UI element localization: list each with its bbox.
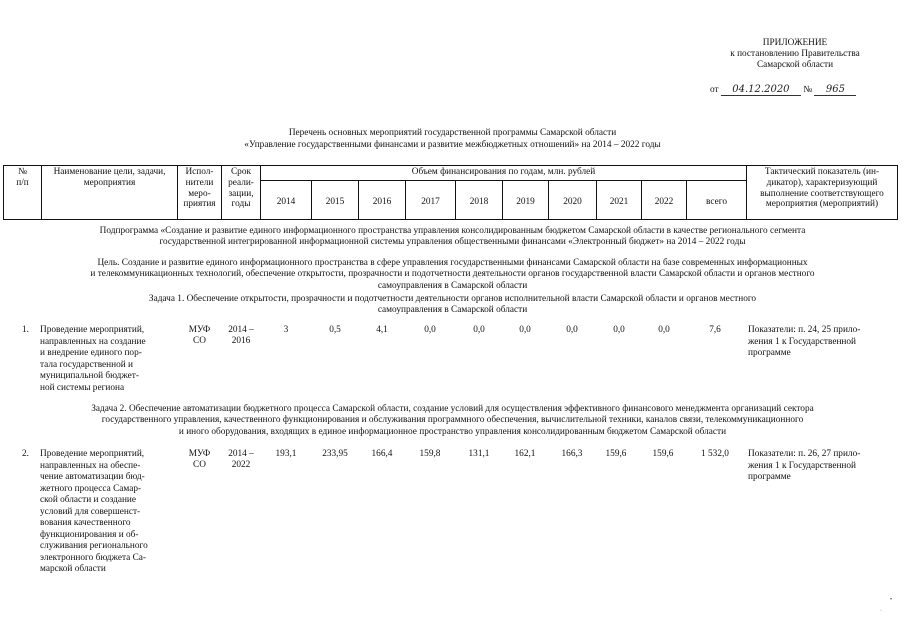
scan-speck: • [890,597,893,603]
value-2021: 159,6 [605,449,627,459]
row-number: 1. [22,325,29,335]
header-num: № п/п [16,167,29,188]
row-indicator: Показатели: п. 24, 25 прило- жения 1 к Государственной программе [748,325,861,358]
row-number: 2. [22,449,29,459]
task2-heading: Задача 2. Обеспечение автоматизации бюджетного процесса Самарской области, создание условий для осуществления эффективного финансового менеджмента организаций сектора государственного управления, качественного функционирования и обслуживания программного обеспечения, вычислительной техники, каналов связи, телекоммуникационного и иного оборудования, входящих в единое информационное пространство управления консолидированным бюджетом Самарской области [91,404,814,437]
header-year: 2017 [421,197,440,207]
header-year: 2022 [654,197,674,207]
header-year: 2015 [325,197,345,207]
value-2022: 159,6 [652,449,674,459]
decree-reference [710,84,880,96]
row-name: Проведение мероприятий, направленных на создание и внедрение единого пор- тала государственной и муниципальной бюджет- ной системы региона [40,325,146,393]
row-indicator: Показатели: п. 26, 27 прило- жения 1 к Государственной программе [748,449,861,482]
document-title [0,128,905,151]
date-prefix: от [710,85,719,95]
header-executor: Испол- нители меро- приятия [183,167,216,210]
row-executor: МУФ СО [188,325,211,346]
value-2014: 193,1 [275,449,297,459]
value-2017: 0,0 [424,325,436,335]
header-year: 2021 [609,197,629,207]
value-2019: 0,0 [519,325,531,335]
task1-heading: Задача 1. Обеспечение открытости, прозрачности и подотчетности деятельности органов исполнительной власти Самарской области и органов местного самоуправления в Самарской области [148,294,757,316]
goal-heading: Цель. Создание и развитие единого информационного пространства в сфере управления государственными финансами Самарской области на базе современных информационных и телекоммуникационных технологий, обеспечение открытости, прозрачности и подотчетности деятельности органов государственной власти Самарской области и органов местного самоуправления в Самарской области [90,258,815,291]
header-name: Наименование цели, задачи, мероприятия [53,167,166,188]
value-2016: 4,1 [376,325,388,335]
value-2019: 162,1 [514,449,536,459]
header-year: 2018 [469,197,489,207]
header-term: Срок реали- зации, годы [228,167,254,210]
value-2021: 0,0 [613,325,625,335]
header-total: всего [706,197,727,207]
number-prefix: № [803,85,813,95]
decree-number: 965 [814,84,856,96]
row-term: 2014 – 2016 [228,325,254,346]
header-funding: Объем финансирования по годам, млн. рублей [411,167,596,177]
header-year: 2020 [563,197,582,207]
value-2015: 233,95 [322,449,348,459]
header-year: 2016 [372,197,392,207]
value-2018: 131,1 [468,449,490,459]
value-2015: 0,5 [329,325,341,335]
scan-speck: · [880,608,882,614]
header-indicator: Тактический показатель (ин- дикатор), характеризующий выполнение соответствующего мероприятия (мероприятий) [760,167,884,210]
appendix-line: к постановлению Правительства [730,49,860,59]
value-2017: 159,8 [419,449,441,459]
value-2020: 166,3 [561,449,583,459]
value-2020: 0,0 [566,325,578,335]
row-term: 2014 – 2022 [228,449,254,470]
title-line: Перечень основных мероприятий государственной программы Самарской области [288,128,617,138]
title-line: «Управление государственными финансами и развитие межбюджетных отношений» на 2014 – 2022 годы [244,139,661,150]
value-2018: 0,0 [473,325,485,335]
value-2016: 166,4 [371,449,393,459]
row-executor: МУФ СО [188,449,211,470]
value-total: 1 532,0 [701,449,729,459]
header-year: 2014 [276,197,296,207]
appendix-title: ПРИЛОЖЕНИЕ [762,38,828,48]
value-2014: 3 [283,325,289,335]
value-total: 7,6 [709,325,721,335]
row-name: Проведение мероприятий, направленных на обеспе- чение автоматизации бюд- жетного процесса Самар- ской области и создание условий для совершенст- вования качественного функционирования и об- служивания регионального электронного бюджета Са- марской области [40,449,148,574]
value-2022: 0,0 [658,325,670,335]
appendix-block [700,38,890,71]
decree-date: 04.12.2020 [721,84,801,96]
header-year: 2019 [516,197,535,207]
subprogram-heading: Подпрограмма «Создание и развитие единого информационного пространства управления консолидированным бюджетом Самарской области в качестве регионального сегмента государственной интегрированной информационной системы управления общественными финансами «Электронный бюджет» на 2014 – 2022 годы [99,226,806,248]
appendix-line: Самарской области [756,60,834,70]
